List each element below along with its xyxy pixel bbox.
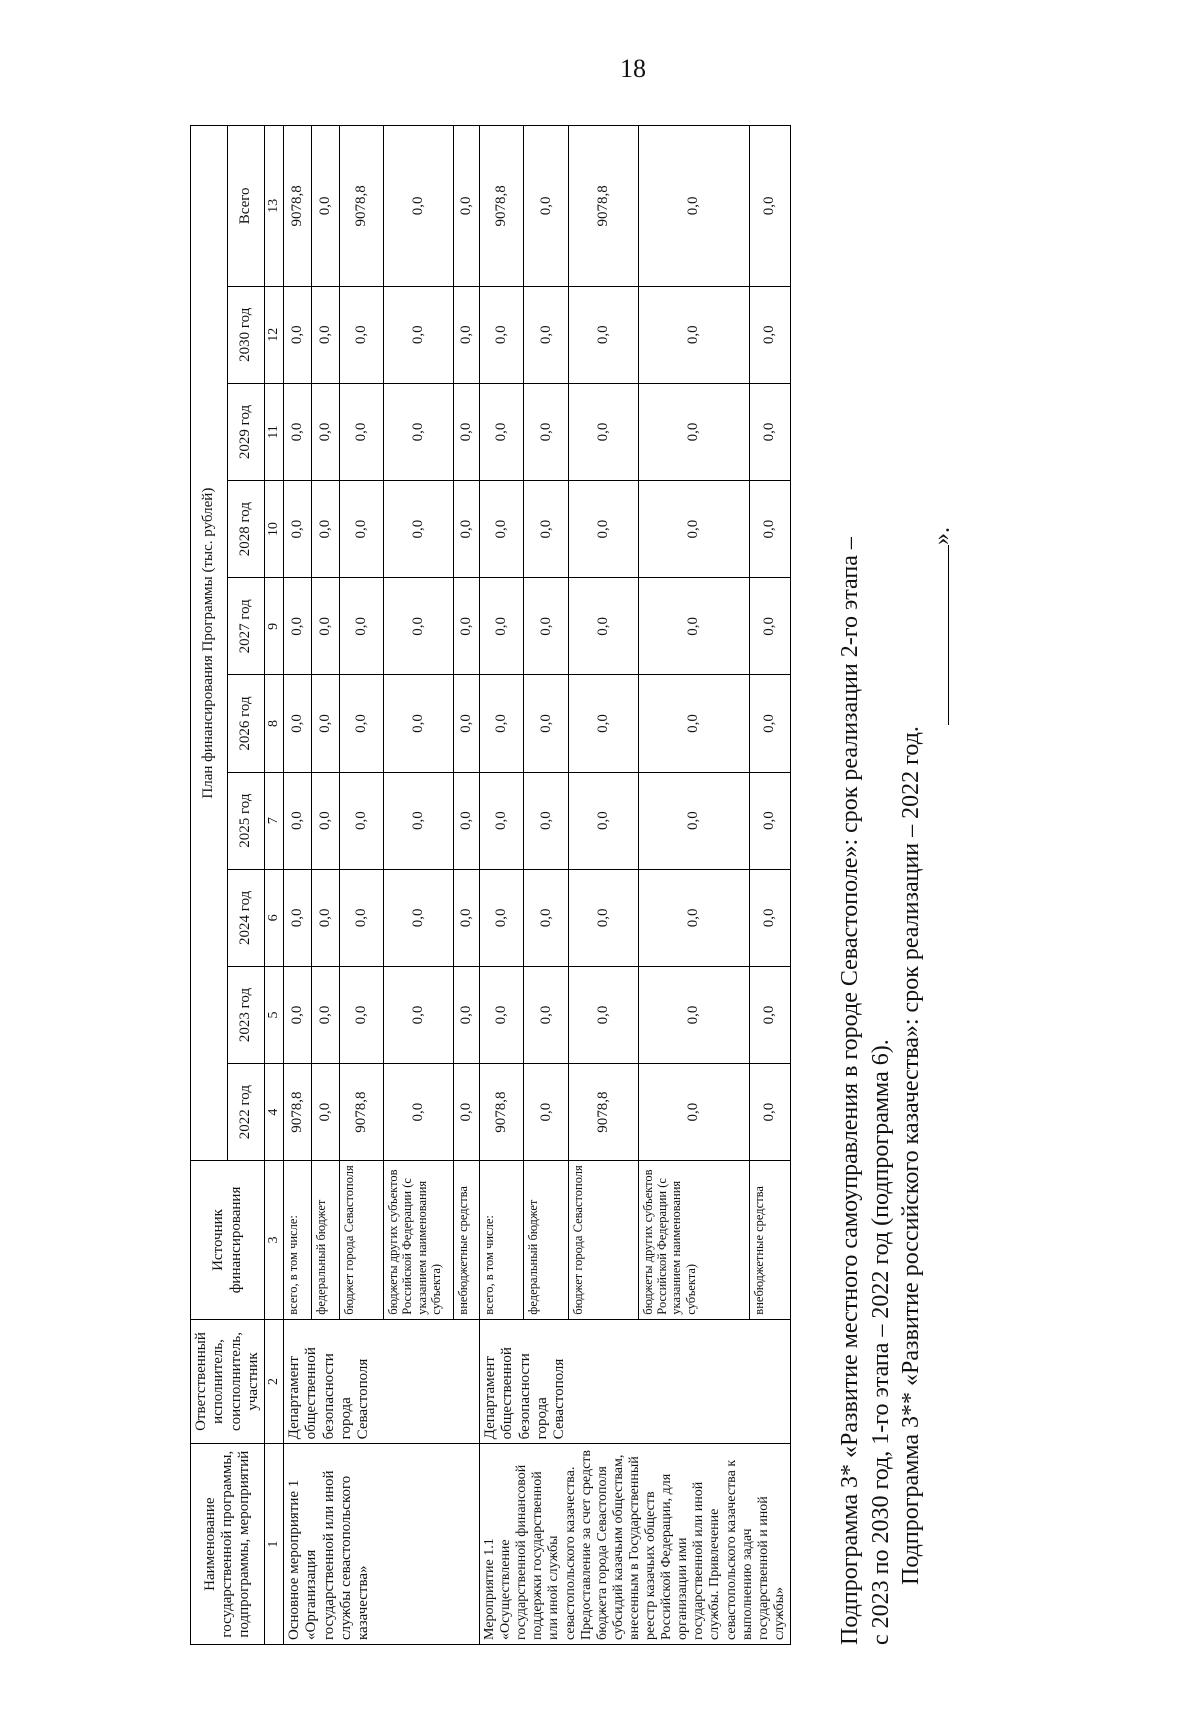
year-value: 0,0 [749, 286, 790, 383]
column-index: 2 [265, 1319, 284, 1444]
year-value: 0,0 [284, 869, 312, 966]
measure-executor: Департамент общественной безопасности города Севастополя [480, 1319, 791, 1444]
column-index: 1 [265, 1444, 284, 1645]
year-value: 0,0 [524, 675, 568, 772]
year-value: 0,0 [480, 869, 524, 966]
year-value: 0,0 [384, 869, 454, 966]
year-value: 0,0 [480, 772, 524, 869]
measure-executor: Департамент общественной безопасности города Севастополя [284, 1319, 480, 1444]
year-value: 0,0 [340, 675, 384, 772]
year-value: 0,0 [524, 772, 568, 869]
year-value: 0,0 [312, 286, 340, 383]
year-value: 0,0 [384, 578, 454, 675]
measure-name: Основное мероприятие 1 «Организация государственной или иной службы севастопольского казачества» [284, 1444, 480, 1645]
table-row [284, 126, 312, 1645]
header-year: 2024 год [228, 869, 265, 966]
financing-table [190, 125, 791, 1645]
year-value: 0,0 [480, 675, 524, 772]
year-value: 0,0 [454, 1064, 480, 1161]
year-value: 0,0 [524, 578, 568, 675]
year-value: 0,0 [480, 286, 524, 383]
total-value: 9078,8 [340, 126, 384, 287]
header-name: Наименование государственной программы, подпрограммы, мероприятий [191, 1444, 265, 1645]
year-value: 0,0 [638, 286, 749, 383]
year-value: 0,0 [284, 675, 312, 772]
year-value: 0,0 [312, 675, 340, 772]
year-value: 0,0 [340, 383, 384, 480]
total-value: 0,0 [454, 126, 480, 287]
year-value: 0,0 [340, 869, 384, 966]
year-value: 0,0 [384, 286, 454, 383]
year-value: 0,0 [749, 772, 790, 869]
year-value: 0,0 [568, 383, 638, 480]
total-value: 0,0 [638, 126, 749, 287]
total-value: 0,0 [312, 126, 340, 287]
year-value: 0,0 [384, 966, 454, 1063]
year-value: 0,0 [568, 772, 638, 869]
funding-source: всего, в том числе: [284, 1161, 312, 1319]
year-value: 0,0 [568, 578, 638, 675]
year-value: 0,0 [524, 481, 568, 578]
year-value: 0,0 [480, 578, 524, 675]
year-value: 0,0 [312, 772, 340, 869]
funding-source: бюджеты других субъектов Российской Федерации (с указанием наименования субъекта) [384, 1161, 454, 1319]
year-value: 0,0 [749, 383, 790, 480]
header-year: 2028 год [228, 481, 265, 578]
measure-name: Мероприятие 1.1 «Осуществление государственной финансовой поддержки государственной или иной службы севастопольского казачества. Предоставление за счет средств бюджета города Севастополя субсидий казачьим обществам, внесенным в Государственный реестр казачьих обществ Российской Федерации, для организации ими государственной или иной службы. Привлечение севастопольского казачества к выполнению задач государственной и иной службы» [480, 1444, 791, 1645]
year-value: 0,0 [524, 966, 568, 1063]
year-value: 0,0 [340, 772, 384, 869]
year-value: 0,0 [524, 286, 568, 383]
year-value: 0,0 [312, 1064, 340, 1161]
header-year: 2029 год [228, 383, 265, 480]
year-value: 9078,8 [284, 1064, 312, 1161]
year-value: 9078,8 [568, 1064, 638, 1161]
footnote-subprogram-3-star-cont: с 2023 по 2030 год, 1-го этапа – 2022 год (подпрограмма 6). [867, 1039, 894, 1645]
total-value: 9078,8 [568, 126, 638, 287]
year-value: 0,0 [638, 383, 749, 480]
header-year: 2026 год [228, 675, 265, 772]
year-value: 0,0 [454, 286, 480, 383]
year-value: 0,0 [384, 1064, 454, 1161]
page-number: 18 [620, 54, 646, 83]
footnotes [835, 125, 958, 1645]
year-value: 0,0 [384, 383, 454, 480]
column-index: 3 [265, 1161, 284, 1319]
year-value: 0,0 [284, 966, 312, 1063]
closing-mark: ». [929, 527, 956, 545]
year-value: 0,0 [568, 869, 638, 966]
year-value: 0,0 [284, 772, 312, 869]
total-value: 0,0 [384, 126, 454, 287]
column-index-row [265, 126, 284, 1645]
year-value: 9078,8 [340, 1064, 384, 1161]
year-value: 0,0 [340, 481, 384, 578]
table-row [480, 126, 524, 1645]
column-index: 9 [265, 578, 284, 675]
year-value: 0,0 [454, 675, 480, 772]
closing-quote [927, 125, 958, 725]
total-value: 9078,8 [480, 126, 524, 287]
year-value: 0,0 [284, 578, 312, 675]
funding-source: всего, в том числе: [480, 1161, 524, 1319]
year-value: 0,0 [568, 966, 638, 1063]
total-value: 0,0 [749, 126, 790, 287]
header-year: 2022 год [228, 1064, 265, 1161]
header-executor: Ответственный исполнитель, соисполнитель, участник [191, 1319, 265, 1444]
funding-source: внебюджетные средства [454, 1161, 480, 1319]
year-value: 0,0 [638, 675, 749, 772]
year-value: 0,0 [454, 578, 480, 675]
column-index: 10 [265, 481, 284, 578]
column-index: 8 [265, 675, 284, 772]
column-index: 7 [265, 772, 284, 869]
header-year: 2030 год [228, 286, 265, 383]
year-value: 0,0 [454, 869, 480, 966]
column-index: 12 [265, 286, 284, 383]
funding-source: бюджет города Севастополя [340, 1161, 384, 1319]
year-value: 0,0 [480, 383, 524, 480]
year-value: 0,0 [749, 481, 790, 578]
header-year: 2025 год [228, 772, 265, 869]
year-value: 0,0 [312, 966, 340, 1063]
year-value: 0,0 [749, 675, 790, 772]
year-value: 0,0 [568, 481, 638, 578]
total-value: 0,0 [524, 126, 568, 287]
header-year: 2027 год [228, 578, 265, 675]
year-value: 0,0 [749, 869, 790, 966]
funding-source: федеральный бюджет [524, 1161, 568, 1319]
year-value: 0,0 [384, 675, 454, 772]
header-year: 2023 год [228, 966, 265, 1063]
year-value: 9078,8 [480, 1064, 524, 1161]
year-value: 0,0 [454, 966, 480, 1063]
year-value: 0,0 [568, 675, 638, 772]
year-value: 0,0 [312, 869, 340, 966]
year-value: 0,0 [454, 481, 480, 578]
funding-source: внебюджетные средства [749, 1161, 790, 1319]
year-value: 0,0 [638, 966, 749, 1063]
footnote-subprogram-3-double-star: Подпрограмма 3** «Развитие российского казачества»: срок реализации – 2022 год. [898, 726, 925, 1585]
year-value: 0,0 [384, 481, 454, 578]
year-value: 0,0 [312, 481, 340, 578]
year-value: 0,0 [480, 966, 524, 1063]
year-value: 0,0 [454, 772, 480, 869]
rotated-content [190, 125, 1200, 1645]
year-value: 0,0 [312, 578, 340, 675]
year-value: 0,0 [340, 578, 384, 675]
header-total: Всего [228, 126, 265, 287]
column-index: 5 [265, 966, 284, 1063]
year-value: 0,0 [749, 1064, 790, 1161]
year-value: 0,0 [638, 1064, 749, 1161]
funding-source: бюджет города Севастополя [568, 1161, 638, 1319]
year-value: 0,0 [384, 772, 454, 869]
year-value: 0,0 [524, 383, 568, 480]
year-value: 0,0 [749, 966, 790, 1063]
year-value: 0,0 [638, 869, 749, 966]
year-value: 0,0 [480, 481, 524, 578]
column-index: 6 [265, 869, 284, 966]
year-value: 0,0 [284, 383, 312, 480]
funding-source: федеральный бюджет [312, 1161, 340, 1319]
column-index: 13 [265, 126, 284, 287]
footnote-subprogram-3-star: Подпрограмма 3* «Развитие местного самоуправления в городе Севастополе»: срок реализации 2-го этапа – [837, 537, 863, 1645]
header-plan: План финансирования Программы (тыс. рублей) [191, 126, 228, 1161]
total-value: 9078,8 [284, 126, 312, 287]
year-value: 0,0 [638, 481, 749, 578]
signature-underline [948, 545, 949, 725]
year-value: 0,0 [524, 1064, 568, 1161]
header-source: Источник финансирования [191, 1161, 265, 1319]
funding-source: бюджеты других субъектов Российской Федерации (с указанием наименования субъекта) [638, 1161, 749, 1319]
year-value: 0,0 [284, 481, 312, 578]
year-value: 0,0 [524, 869, 568, 966]
year-value: 0,0 [284, 286, 312, 383]
year-value: 0,0 [340, 966, 384, 1063]
column-index: 4 [265, 1064, 284, 1161]
year-value: 0,0 [638, 772, 749, 869]
column-index: 11 [265, 383, 284, 480]
year-value: 0,0 [312, 383, 340, 480]
year-value: 0,0 [749, 578, 790, 675]
year-value: 0,0 [638, 578, 749, 675]
year-value: 0,0 [340, 286, 384, 383]
year-value: 0,0 [568, 286, 638, 383]
year-value: 0,0 [454, 383, 480, 480]
